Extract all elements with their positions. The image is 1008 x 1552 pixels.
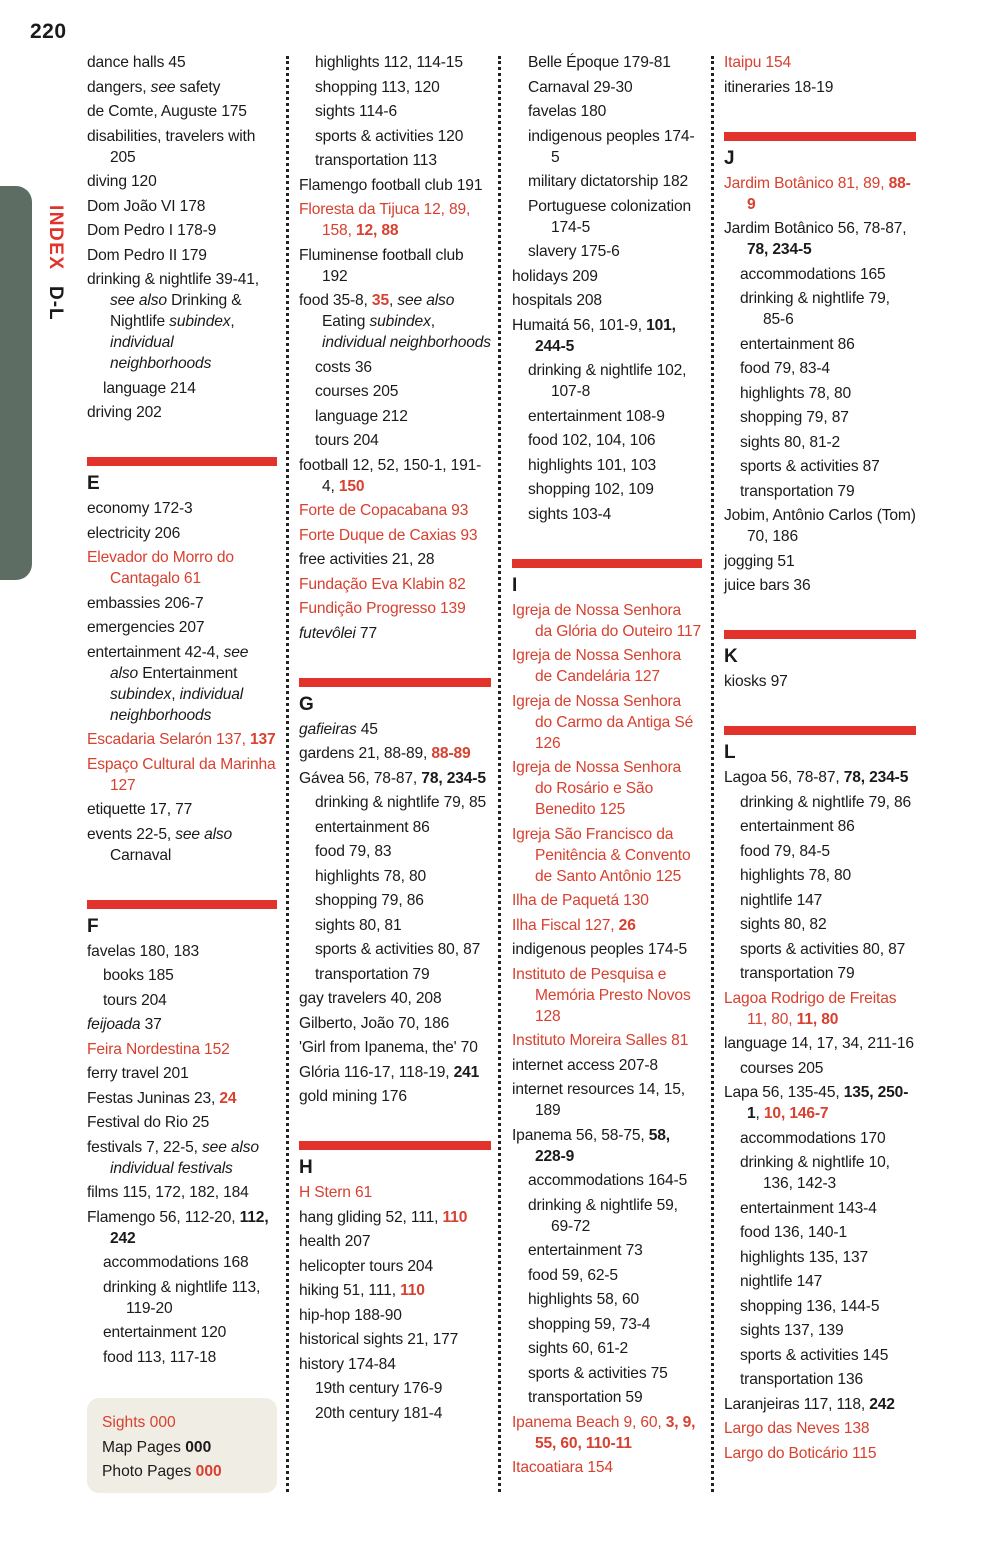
index-subentry: drinking & nightlife 59, 69-72 (528, 1196, 678, 1235)
index-entry: Ipanema 56, 58-75, 58, 228-9 (512, 1126, 670, 1165)
index-subentry: 19th century 176-9 (315, 1380, 443, 1397)
section-bar (299, 1141, 491, 1150)
index-entry: feijoada 37 (87, 1016, 162, 1033)
index-section-f (87, 900, 277, 1368)
index-entry: ferry travel 201 (87, 1065, 189, 1082)
index-subentry: shopping 136, 144-5 (740, 1297, 880, 1315)
index-entry: Jobim, Antônio Carlos (Tom) 70, 186 (724, 507, 916, 545)
index-subentry: transportation 136 (740, 1371, 864, 1388)
index-entry: Lapa 56, 135-45, 135, 250-1, 10, 146-7 (724, 1084, 909, 1122)
index-subentry: food 136, 140-1 (740, 1224, 847, 1241)
index-entry: diving 120 (87, 173, 157, 190)
index-entry: Ipanema Beach 9, 60, 3, 9, 55, 60, 110-11 (512, 1413, 696, 1452)
index-subentry: nightlife 147 (740, 1273, 823, 1290)
index-entry: Igreja de Nossa Senhora do Carmo da Antiga Sé 126 (512, 692, 694, 752)
index-subentry: drinking & nightlife 10, 136, 142-3 (740, 1154, 890, 1192)
section-bar (299, 678, 491, 687)
section-bar (724, 132, 916, 141)
index-entry: health 207 (299, 1233, 371, 1250)
index-entry: internet access 207-8 (512, 1056, 658, 1074)
index-entry: drinking & nightlife 39-41, see also Drinking & Nightlife subindex, individual neighborhoods (87, 271, 259, 372)
index-entry: history 174-84 (299, 1355, 396, 1373)
section-bar (724, 630, 916, 639)
index-entry: Laranjeiras 117, 118, 242 (724, 1395, 895, 1413)
index-entry: jogging 51 (724, 552, 795, 570)
index-subentry: tours 204 (315, 432, 379, 449)
index-subentry: Carnaval 29-30 (528, 78, 633, 96)
section-bar (87, 900, 277, 909)
section-letter: E (87, 473, 100, 494)
index-entry: gardens 21, 88-89, 88-89 (299, 745, 471, 762)
index-subentry: highlights 78, 80 (740, 867, 852, 884)
index-entry: emergencies 207 (87, 619, 205, 636)
index-entry: Festival do Rio 25 (87, 1114, 210, 1131)
index-entry: Largo do Boticário 115 (724, 1444, 877, 1462)
index-section-continued (299, 52, 491, 644)
index-section-continued (87, 52, 277, 423)
index-subentry: sights 114-6 (315, 103, 397, 120)
index-subentry: food 102, 104, 106 (528, 432, 656, 449)
index-subentry: entertainment 120 (103, 1324, 227, 1341)
index-entry: Floresta da Tijuca 12, 89, 158, 12, 88 (299, 201, 471, 239)
index-entry: Igreja de Nossa Senhora do Rosário e São Benedito 125 (512, 759, 682, 818)
index-subentry: accommodations 164-5 (528, 1172, 688, 1189)
column-divider (286, 56, 289, 1492)
index-subentry: highlights 112, 114-15 (315, 54, 463, 71)
index-entry: Forte Duque de Caxias 93 (299, 526, 478, 544)
column-divider (711, 56, 714, 1492)
index-subentry: accommodations 170 (740, 1129, 886, 1147)
section-letter: J (724, 147, 735, 169)
index-column-4 (724, 52, 916, 1467)
index-entry: electricity 206 (87, 524, 181, 542)
index-entry: Fundição Progresso 139 (299, 600, 466, 617)
index-subentry: sights 137, 139 (740, 1322, 844, 1339)
index-subentry: drinking & nightlife 102, 107-8 (528, 362, 687, 400)
index-entry: Elevador do Morro do Cantagalo 61 (87, 549, 234, 587)
index-subentry: Portuguese colonization 174-5 (528, 197, 691, 236)
index-subentry: transportation 79 (740, 965, 855, 982)
index-subentry: courses 205 (740, 1059, 824, 1077)
index-subentry: drinking & nightlife 79, 85-6 (740, 290, 890, 328)
index-subentry: indigenous peoples 174-5 (528, 127, 695, 166)
index-subentry: language 214 (103, 379, 196, 397)
index-subentry: food 59, 62-5 (528, 1266, 618, 1284)
index-entry: Instituto de Pesquisa e Memória Presto Novos 128 (512, 965, 691, 1025)
index-entry: Espaço Cultural da Marinha 127 (87, 755, 276, 794)
index-entry: Largo das Neves 138 (724, 1420, 870, 1437)
index-subentry: sports & activities 80, 87 (315, 941, 481, 958)
index-subentry: shopping 102, 109 (528, 481, 654, 498)
index-subentry: sports & activities 80, 87 (740, 940, 906, 958)
section-bar (87, 457, 277, 466)
index-entry: dangers, see safety (87, 78, 221, 96)
index-subentry: highlights 58, 60 (528, 1291, 640, 1308)
index-entry: entertainment 42-4, see also Entertainment subindex, individual neighborhoods (87, 643, 249, 724)
index-subentry: favelas 180 (528, 103, 607, 120)
index-entry: Instituto Moreira Salles 81 (512, 1032, 689, 1049)
index-entry: driving 202 (87, 404, 162, 421)
index-entry: Dom Pedro II 179 (87, 246, 207, 264)
index-entry: H Stern 61 (299, 1184, 373, 1201)
index-entry: festivals 7, 22-5, see also individual festivals (87, 1138, 259, 1177)
index-entry: futevôlei 77 (299, 624, 377, 642)
index-subentry: courses 205 (315, 383, 399, 400)
index-section-g (299, 678, 491, 1108)
index-entry: Igreja de Nossa Senhora de Candelária 127 (512, 647, 682, 685)
index-entry: holidays 209 (512, 267, 598, 285)
index-subentry: shopping 59, 73-4 (528, 1315, 651, 1333)
index-entry: Lagoa Rodrigo de Freitas 11, 80, 11, 80 (724, 989, 897, 1028)
index-subentry: entertainment 86 (315, 818, 430, 836)
section-letter: H (299, 1157, 313, 1178)
index-subentry: sports & activities 145 (740, 1346, 889, 1364)
index-subentry: food 79, 83 (315, 843, 392, 860)
index-entry: free activities 21, 28 (299, 551, 435, 568)
index-subentry: sights 60, 61-2 (528, 1340, 629, 1357)
index-entry: Jardim Botânico 81, 89, 88-9 (724, 174, 911, 213)
index-entry: football 12, 52, 150-1, 191-4, 150 (299, 456, 482, 495)
section-bar (724, 726, 916, 735)
index-subentry: sports & activities 87 (740, 458, 880, 475)
index-entry: itineraries 18-19 (724, 78, 834, 96)
index-section-continued (724, 52, 916, 98)
index-subentry: drinking & nightlife 79, 85 (315, 794, 487, 811)
index-side-label (44, 205, 66, 321)
index-section-e (87, 457, 277, 866)
index-entry: hip-hop 188-90 (299, 1306, 402, 1324)
index-subentry: transportation 79 (740, 482, 855, 500)
index-subentry: slavery 175-6 (528, 243, 620, 260)
index-subentry: entertainment 108-9 (528, 407, 665, 425)
index-subentry: highlights 78, 80 (315, 867, 427, 885)
section-letter: F (87, 915, 99, 937)
index-subentry: entertainment 73 (528, 1242, 643, 1259)
index-subentry: sights 80, 82 (740, 916, 827, 933)
index-column-1 (87, 52, 277, 1371)
index-entry: Itacoatiara 154 (512, 1459, 613, 1476)
index-entry: juice bars 36 (724, 577, 811, 594)
index-subentry: highlights 135, 137 (740, 1248, 869, 1266)
legend-map-pages: Map Pages 000 (102, 1438, 212, 1456)
index-entry: hiking 51, 111, 110 (299, 1282, 425, 1299)
index-subentry: sights 80, 81-2 (740, 433, 841, 451)
column-divider (498, 56, 501, 1492)
index-entry: disabilities, travelers with 205 (87, 127, 256, 166)
index-entry: Gilberto, João 70, 186 (299, 1014, 450, 1032)
index-entry: indigenous peoples 174-5 (512, 941, 688, 958)
index-entry: gafieiras 45 (299, 720, 378, 738)
index-entry: kiosks 97 (724, 673, 788, 690)
index-entry: language 14, 17, 34, 211-16 (724, 1035, 914, 1052)
index-entry: Festas Juninas 23, 24 (87, 1089, 237, 1107)
index-subentry: entertainment 86 (740, 335, 855, 353)
index-subentry: food 113, 117-18 (103, 1348, 217, 1366)
section-letter: L (724, 742, 736, 763)
index-section-k (724, 630, 916, 692)
index-entry: Ilha Fiscal 127, 26 (512, 916, 636, 934)
index-entry: Jardim Botânico 56, 78-87, 78, 234-5 (724, 220, 907, 258)
index-entry: Dom Pedro I 178-9 (87, 222, 217, 239)
index-entry: helicopter tours 204 (299, 1257, 433, 1275)
index-subentry: entertainment 86 (740, 818, 855, 835)
index-subentry: food 79, 84-5 (740, 842, 830, 860)
index-entry: Itaipu 154 (724, 54, 791, 71)
index-entry: etiquette 17, 77 (87, 801, 193, 818)
index-entry: Flamengo football club 191 (299, 176, 483, 194)
index-subentry: highlights 101, 103 (528, 456, 657, 474)
index-entry: Ilha de Paquetá 130 (512, 892, 649, 909)
page-number: 220 (30, 20, 67, 43)
index-subentry: sports & activities 75 (528, 1364, 668, 1382)
index-subentry: shopping 79, 86 (315, 892, 424, 909)
index-entry: favelas 180, 183 (87, 942, 200, 960)
index-section-continued (512, 52, 702, 525)
index-subentry: shopping 79, 87 (740, 409, 849, 426)
index-entry: Forte de Copacabana 93 (299, 502, 469, 519)
index-entry: internet resources 14, 15, 189 (512, 1081, 685, 1119)
index-subentry: 20th century 181-4 (315, 1404, 443, 1422)
index-tab-title: INDEX (45, 205, 66, 271)
index-subentry: transportation 59 (528, 1389, 643, 1406)
index-entry: economy 172-3 (87, 500, 193, 517)
index-entry: gold mining 176 (299, 1088, 407, 1105)
section-letter: I (512, 574, 518, 596)
index-entry: Igreja São Francisco da Penitência & Convento de Santo Antônio 125 (512, 825, 691, 885)
index-entry: Lagoa 56, 78-87, 78, 234-5 (724, 769, 909, 786)
index-subentry: language 212 (315, 407, 408, 425)
index-subentry: transportation 113 (315, 152, 437, 169)
index-entry: films 115, 172, 182, 184 (87, 1184, 249, 1201)
index-subentry: sports & activities 120 (315, 127, 464, 145)
index-entry: hospitals 208 (512, 292, 602, 309)
index-subentry: drinking & nightlife 113, 119-20 (103, 1278, 261, 1317)
index-section-h (299, 1141, 491, 1424)
index-subentry: accommodations 168 (103, 1254, 249, 1271)
index-entry: de Comte, Auguste 175 (87, 103, 247, 120)
index-entry: Igreja de Nossa Senhora da Glória do Outeiro 117 (512, 601, 702, 640)
index-subentry: sights 80, 81 (315, 916, 402, 934)
section-bar (512, 559, 702, 568)
index-entry: dance halls 45 (87, 54, 186, 71)
index-subentry: transportation 79 (315, 965, 430, 983)
index-section-j (724, 132, 916, 597)
index-entry: historical sights 21, 177 (299, 1331, 459, 1348)
index-subentry: drinking & nightlife 79, 86 (740, 793, 912, 811)
index-subentry: tours 204 (103, 991, 167, 1009)
index-subentry: accommodations 165 (740, 265, 886, 283)
index-entry: Feira Nordestina 152 (87, 1040, 230, 1058)
index-entry: Glória 116-17, 118-19, 241 (299, 1063, 480, 1081)
section-letter: G (299, 693, 314, 715)
index-subentry: nightlife 147 (740, 891, 823, 909)
index-entry: Fluminense football club 192 (299, 246, 464, 285)
index-entry: 'Girl from Ipanema, the' 70 (299, 1039, 478, 1056)
index-entry: events 22-5, see also Carnaval (87, 825, 233, 864)
index-section-l (724, 726, 916, 1464)
index-entry: hang gliding 52, 111, 110 (299, 1208, 468, 1226)
index-section-i (512, 559, 702, 1479)
index-subentry: Belle Époque 179-81 (528, 54, 671, 71)
index-subentry: entertainment 143-4 (740, 1199, 877, 1217)
legend-sights: Sights 000 (102, 1414, 176, 1431)
index-entry: gay travelers 40, 208 (299, 990, 442, 1007)
index-entry: Gávea 56, 78-87, 78, 234-5 (299, 769, 486, 787)
index-entry: Humaitá 56, 101-9, 101, 244-5 (512, 316, 676, 355)
index-subentry: food 79, 83-4 (740, 360, 830, 377)
index-subentry: military dictatorship 182 (528, 173, 689, 190)
page-type-legend (87, 1398, 277, 1493)
index-entry: Dom João VI 178 (87, 197, 206, 215)
index-column-2 (299, 52, 491, 1427)
index-entry: food 35-8, 35, see also Eating subindex, individual neighborhoods (299, 292, 491, 351)
index-subentry: books 185 (103, 967, 174, 984)
index-subentry: shopping 113, 120 (315, 78, 440, 96)
legend-photo-pages: Photo Pages 000 (102, 1463, 222, 1480)
section-letter: K (724, 646, 738, 667)
index-entry: Fundação Eva Klabin 82 (299, 575, 466, 593)
index-subentry: highlights 78, 80 (740, 384, 852, 402)
index-column-3 (512, 52, 702, 1482)
index-entry: embassies 206-7 (87, 594, 204, 612)
index-entry: Escadaria Selarón 137, 137 (87, 731, 276, 748)
index-entry: Flamengo 56, 112-20, 112, 242 (87, 1208, 269, 1247)
index-tab-range: D-L (45, 285, 66, 321)
index-side-tab (0, 186, 32, 580)
index-subentry: costs 36 (315, 358, 372, 376)
index-subentry: sights 103-4 (528, 505, 612, 523)
